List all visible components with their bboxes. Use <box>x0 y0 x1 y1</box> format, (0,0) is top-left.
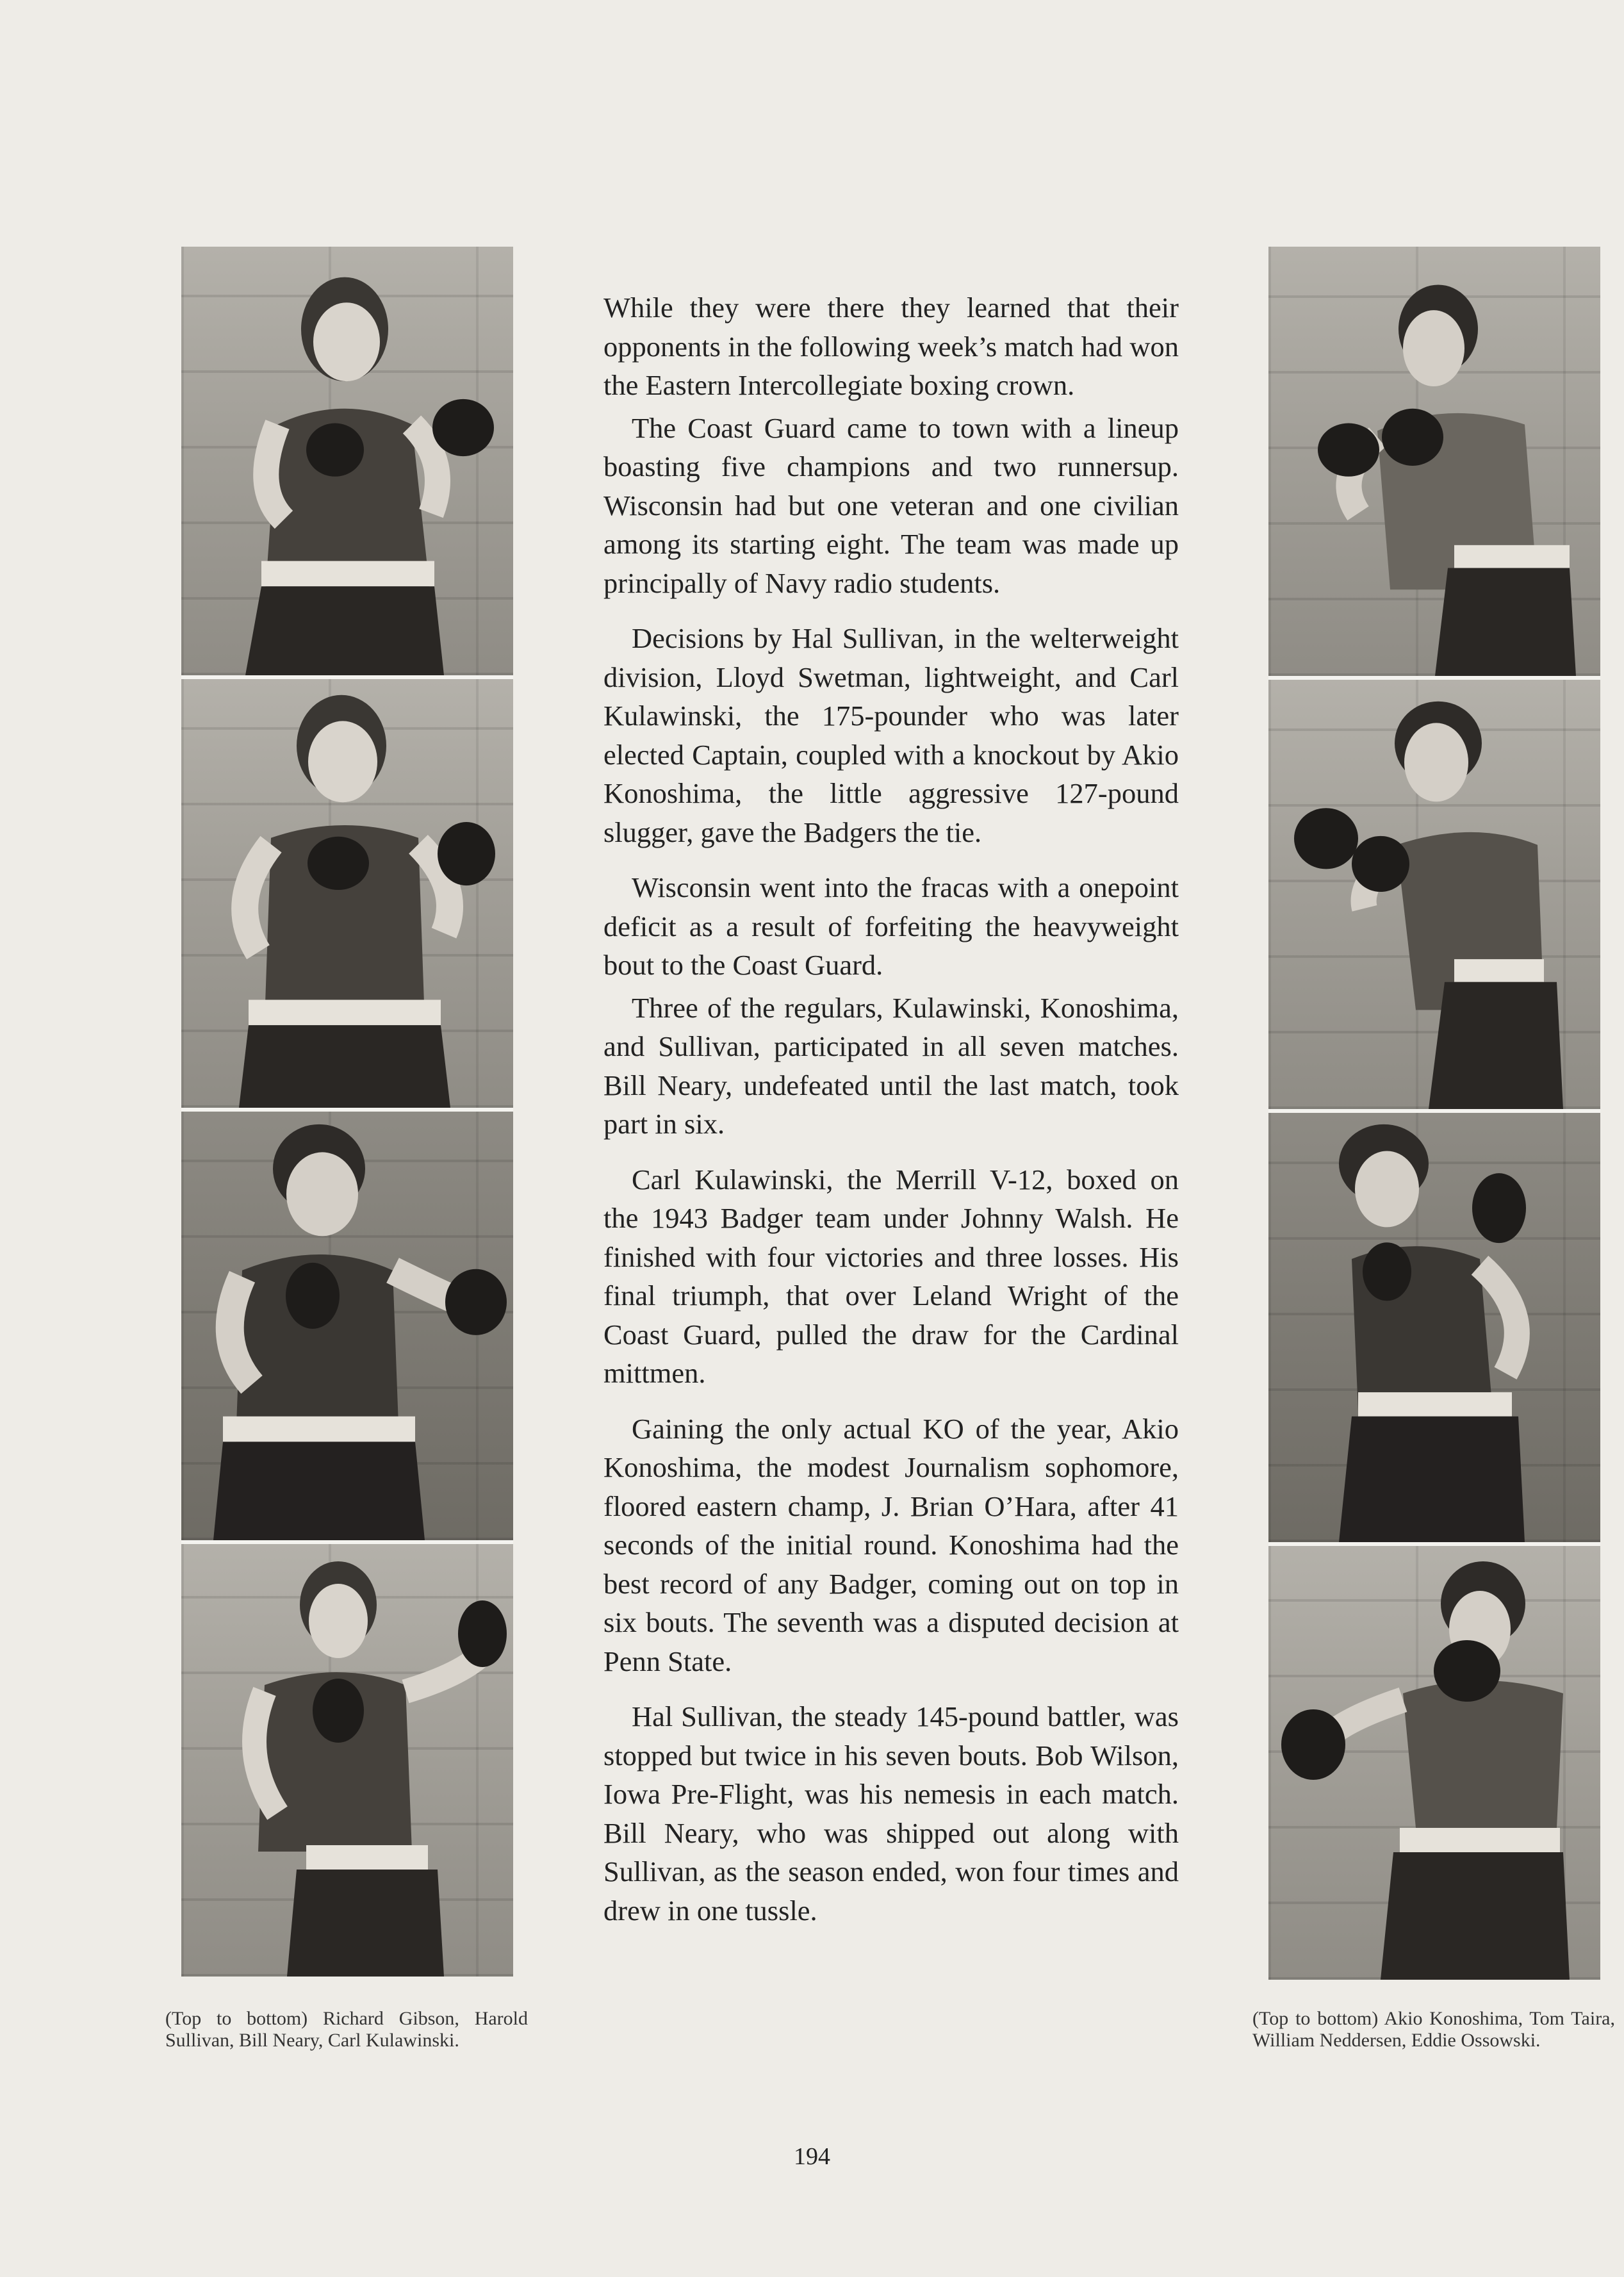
body-paragraph: Decisions by Hal Sullivan, in the welterweight division, Lloyd Swetman, lightweight, and Carl Kulawinski, the 175-pounder who was later elected Captain, coupled with a knockout by Akio Konoshima, the little aggressive 127-pound slugger, gave the Badgers the tie. <box>603 622 1179 848</box>
body-paragraph: Hal Sullivan, the steady 145-pound battler, was stopped but twice in his seven bouts. Bob Wilson, Iowa Pre-Flight, was his nemesis in each match. Bill Neary, who was shipped out along with Sullivan, as the season ended, won four times and drew in one tussle. <box>603 1700 1179 1927</box>
body-paragraph: Wisconsin went into the fracas with a onepoint deficit as a result of forfeiting the heavyweight bout to the Coast Guard. <box>603 871 1179 981</box>
body-paragraph: While they were there they learned that their opponents in the following week’s match had won the Eastern Intercollegiate boxing crown. <box>603 292 1179 401</box>
boxer-photo-eddie-ossowski <box>1268 1546 1600 1980</box>
boxer-photo-bill-neary <box>181 1112 513 1544</box>
boxer-photo-tom-taira <box>1268 680 1600 1113</box>
boxer-photo-akio-konoshima <box>1268 247 1600 680</box>
body-paragraph: Three of the regulars, Kulawinski, Konoshima, and Sullivan, participated in all seven matches. Bill Neary, undefeated until the last match, took part in six. <box>603 991 1179 1140</box>
left-photo-caption: (Top to bottom) Richard Gibson, Harold Sullivan, Bill Neary, Carl Kulawinski. <box>165 2008 528 2051</box>
left-photo-column <box>181 247 513 1977</box>
page-number: 194 <box>794 2143 830 2170</box>
boxer-photo-carl-kulawinski <box>181 1544 513 1977</box>
boxer-photo-william-neddersen <box>1268 1113 1600 1546</box>
body-paragraph: Gaining the only actual KO of the year, Akio Konoshima, the modest Journalism sophomore, floored eastern champ, J. Brian O’Hara, after 41 seconds of the initial round. Konoshima had the best record of any Badger, coming out on top in six bouts. The seventh was a disputed decision at Penn State. <box>603 1412 1179 1677</box>
boxer-photo-richard-gibson <box>181 247 513 679</box>
body-paragraph: The Coast Guard came to town with a lineup boasting five champions and two runnersup. Wisconsin had but one veteran and one civilian among its starting eight. The team was made up principally of Navy radio students. <box>603 411 1179 599</box>
right-photo-column <box>1268 247 1600 1980</box>
body-paragraph: Carl Kulawinski, the Merrill V-12, boxed on the 1943 Badger team under Johnny Walsh. He finished with four victories and three losses. His final triumph, that over Leland Wright of the Coast Guard, pulled the draw for the Cardinal mittmen. <box>603 1163 1179 1389</box>
right-photo-caption: (Top to bottom) Akio Konoshima, Tom Taira, William Neddersen, Eddie Ossowski. <box>1252 2008 1615 2051</box>
article-body <box>603 288 1179 1946</box>
boxer-photo-harold-sullivan <box>181 679 513 1112</box>
